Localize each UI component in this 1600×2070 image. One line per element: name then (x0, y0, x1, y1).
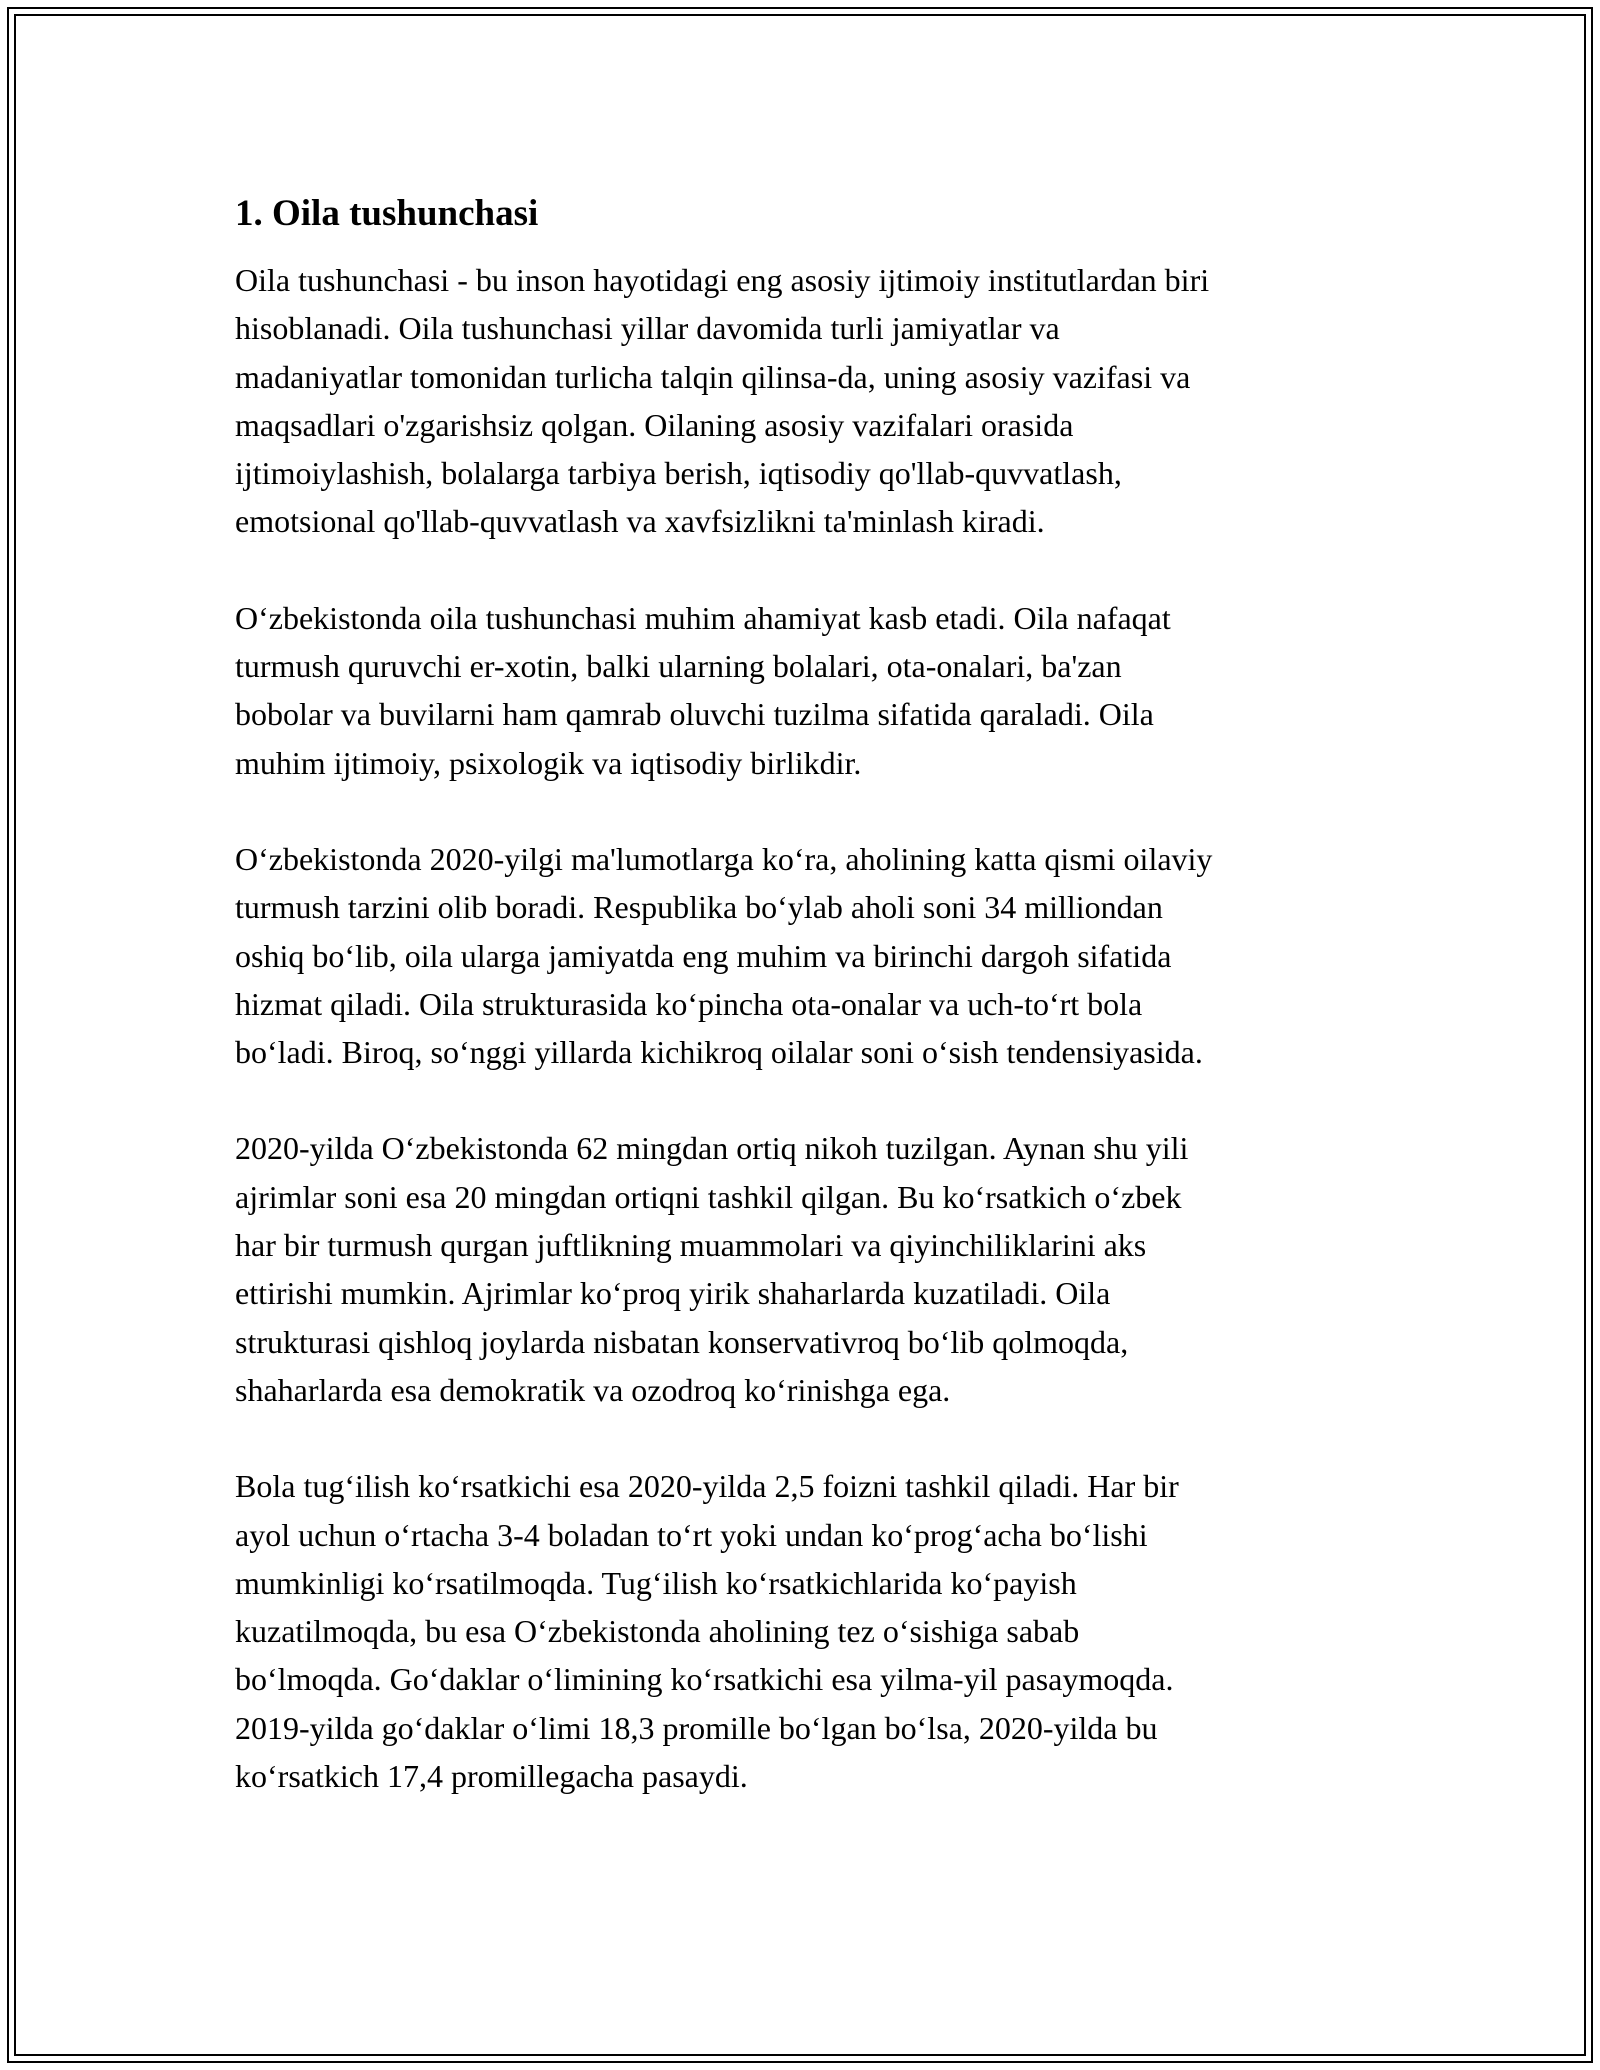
paragraph-aholi-soni: Oʻzbekistonda 2020-yilgi ma'lumotlarga koʻra, aholining katta qismi oilaviy turmush tarzini olib boradi. Respublika boʻylab aholi soni 34 milliondan oshiq boʻlib, oila ularga jamiyatda eng muhim va birinchi dargoh sifatida hizmat qiladi. Oila strukturasida koʻpincha ota-onalar va uch-toʻrt bola boʻladi. Biroq, soʻnggi yillarda kichikroq oilalar soni oʻsish tendensiyasida. (235, 840, 1213, 1071)
document-body (235, 186, 1375, 1800)
section-heading: 1. Oila tushunchasi (235, 193, 539, 234)
paragraph-nikoh-ajrimlar: 2020-yilda Oʻzbekistonda 62 mingdan ortiq nikoh tuzilgan. Aynan shu yili ajrimlar soni esa 20 mingdan ortiqni tashkil qilgan. Bu koʻrsatkich oʻzbek har bir turmush qurgan juftlikning muammolari va qiyinchiliklarini aks ettirishi mumkin. Ajrimlar koʻproq yirik shaharlarda kuzatiladi. Oila strukturasi qishloq joylarda nisbatan konservativroq boʻlib qolmoqda, shaharlarda esa demokratik va ozodroq koʻrinishga ega. (235, 1130, 1189, 1408)
paragraph-bola-tugilish: Bola tugʻilish koʻrsatkichi esa 2020-yilda 2,5 foizni tashkil qiladi. Har bir ayol uchun oʻrtacha 3-4 boladan toʻrt yoki undan koʻprogʻacha boʻlishi mumkinligi koʻrsatilmoqda. Tugʻilish koʻrsatkichlarida koʻpayish kuzatilmoqda, bu esa Oʻzbekistonda aholining tez oʻsishiga sabab boʻlmoqda. Goʻdaklar oʻlimining koʻrsatkichi esa yilma-yil pasaymoqda. 2019-yilda goʻdaklar oʻlimi 18,3 promille boʻlgan boʻlsa, 2020-yilda bu koʻrsatkich 17,4 promillegacha pasaydi. (235, 1468, 1179, 1795)
paragraph-oila-tushunchasi: Oila tushunchasi - bu inson hayotidagi eng asosiy ijtimoiy institutlardan biri hisoblanadi. Oila tushunchasi yillar davomida turli jamiyatlar va madaniyatlar tomonidan turlicha talqin qilinsa-da, uning asosiy vazifasi va maqsadlari o'zgarishsiz qolgan. Oilaning asosiy vazifalari orasida ijtimoiylashish, bolalarga tarbiya berish, iqtisodiy qo'llab-quvvatlash, emotsional qo'llab-quvvatlash va xavfsizlikni ta'minlash kiradi. (235, 262, 1210, 540)
paragraph-ozbekistonda-oila: Oʻzbekistonda oila tushunchasi muhim ahamiyat kasb etadi. Oila nafaqat turmush quruvchi er-xotin, balki ularning bolalari, ota-onalari, ba'zan bobolar va buvilarni ham qamrab oluvchi tuzilma sifatida qaraladi. Oila muhim ijtimoiy, psixologik va iqtisodiy birlikdir. (235, 599, 1171, 781)
